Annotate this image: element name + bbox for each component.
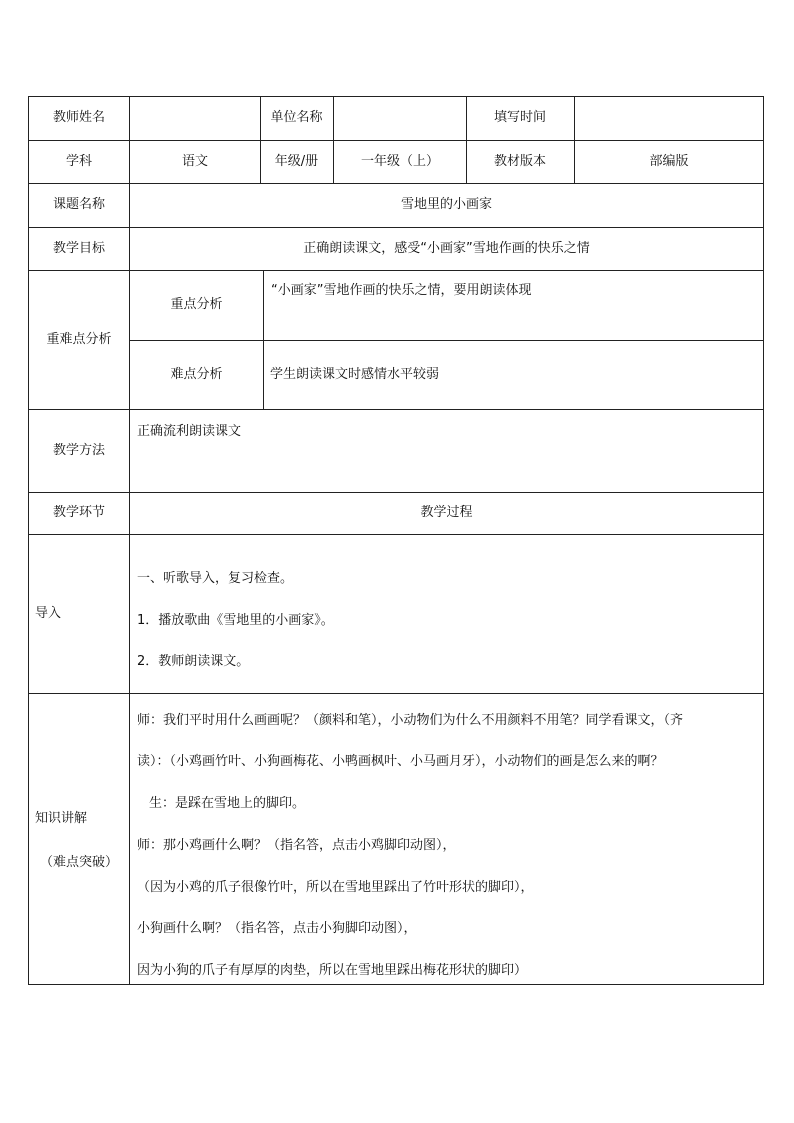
knowledge-line: 因为小狗的爪子有厚厚的肉垫，所以在雪地里踩出梅花形状的脚印） bbox=[137, 963, 528, 978]
topic-value: 雪地里的小画家 bbox=[400, 197, 492, 213]
key-point-value: “小画家”雪地作画的快乐之情，要用朗读体现 bbox=[271, 283, 532, 298]
analysis-label: 重难点分析 bbox=[46, 331, 112, 347]
knowledge-line: 生：是踩在雪地上的脚印。 bbox=[149, 796, 306, 811]
grade-label: 年级/册 bbox=[274, 153, 319, 169]
subject-label: 学科 bbox=[65, 153, 92, 169]
fill-time-value bbox=[575, 97, 763, 140]
unit-name-label: 单位名称 bbox=[270, 110, 323, 126]
intro-line: 1．播放歌曲《雪地里的小画家》。 bbox=[137, 613, 334, 628]
lesson-plan-table bbox=[28, 96, 764, 985]
knowledge-line: 读）：（小鸡画竹叶、小狗画梅花、小鸭画枫叶、小马画月牙），小动物们的画是怎么来的啊？ bbox=[137, 754, 664, 769]
intro-line: 一、听歌导入，复习检查。 bbox=[137, 571, 294, 586]
fill-time-label: 填写时间 bbox=[493, 110, 546, 126]
subject-value: 语文 bbox=[181, 153, 208, 169]
teacher-name-value bbox=[130, 97, 260, 140]
knowledge-label: 知识讲解 bbox=[35, 811, 88, 826]
unit-name-value bbox=[334, 97, 466, 140]
key-point-label: 重点分析 bbox=[170, 297, 223, 313]
grade-value: 一年级（上） bbox=[360, 153, 439, 169]
difficult-point-label: 难点分析 bbox=[170, 366, 223, 382]
knowledge-line: 小狗画什么啊？（指名答，点击小狗脚印动图）， bbox=[137, 921, 417, 936]
knowledge-line: 师：那小鸡画什么啊？（指名答，点击小鸡脚印动图）， bbox=[137, 838, 456, 853]
knowledge-line: 师：我们平时用什么画画呢？（颜料和笔），小动物们为什么不用颜料不用笔？同学看课文，（齐 bbox=[137, 713, 684, 728]
difficult-point-value: 学生朗读课文时感情水平较弱 bbox=[270, 366, 440, 382]
goal-label: 教学目标 bbox=[52, 240, 105, 256]
process-header: 教学过程 bbox=[420, 505, 473, 521]
method-value: 正确流利朗读课文 bbox=[137, 424, 242, 439]
method-label: 教学方法 bbox=[52, 442, 105, 458]
knowledge-sublabel: （难点突破） bbox=[39, 854, 118, 870]
intro-label: 导入 bbox=[35, 605, 62, 621]
textbook-value: 部编版 bbox=[649, 153, 689, 169]
goal-value: 正确朗读课文，感受“小画家”雪地作画的快乐之情 bbox=[303, 240, 590, 256]
textbook-label: 教材版本 bbox=[493, 153, 546, 169]
knowledge-line: （因为小鸡的爪子很像竹叶，所以在雪地里踩出了竹叶形状的脚印）， bbox=[137, 880, 534, 895]
intro-line: 2．教师朗读课文。 bbox=[137, 654, 250, 669]
process-stage-label: 教学环节 bbox=[52, 505, 105, 521]
topic-label: 课题名称 bbox=[52, 197, 105, 213]
teacher-name-label: 教师姓名 bbox=[52, 110, 105, 126]
